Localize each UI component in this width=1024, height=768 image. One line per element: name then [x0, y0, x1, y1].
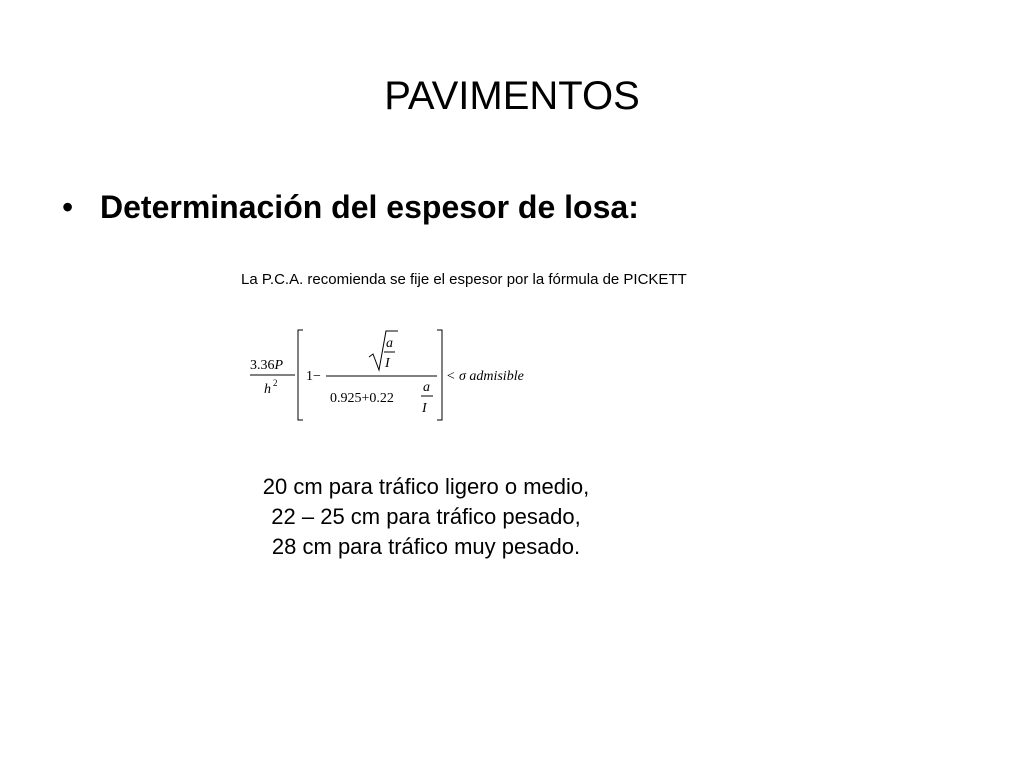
- one-minus: 1−: [306, 369, 321, 384]
- right-bracket: [437, 330, 442, 420]
- lower-fraction-numerator: a: [423, 380, 430, 395]
- thickness-item: 22 – 25 cm para tráfico pesado,: [271, 504, 581, 529]
- bullet-marker: •: [62, 189, 74, 225]
- lower-fraction-denominator: I: [422, 401, 427, 416]
- thickness-item: 20 cm para tráfico ligero o medio,: [262, 474, 590, 499]
- formula-exponent: 2: [273, 378, 278, 388]
- sqrt-numerator: a: [386, 336, 393, 351]
- left-bracket: [298, 330, 303, 420]
- intro-text: La P.C.A. recomienda se fije el espesor por la fórmula de PICKETT: [241, 271, 687, 288]
- formula-denominator: h: [264, 382, 271, 397]
- formula-numerator: 3.36P: [250, 358, 284, 373]
- thickness-list: [218, 472, 634, 562]
- thickness-item: 28 cm para tráfico muy pesado.: [271, 534, 581, 559]
- formula-graphic: [240, 324, 570, 428]
- bullet-heading: Determinación del espesor de losa:: [100, 189, 639, 225]
- slide-title: PAVIMENTOS: [384, 74, 640, 118]
- sqrt-symbol: [369, 331, 398, 370]
- formula-relation: < σ admisible: [446, 369, 524, 384]
- sqrt-denominator: I: [385, 356, 390, 371]
- lower-constant: 0.925+0.22: [330, 391, 394, 406]
- pickett-formula: [240, 324, 570, 428]
- bullet-item: [62, 186, 639, 228]
